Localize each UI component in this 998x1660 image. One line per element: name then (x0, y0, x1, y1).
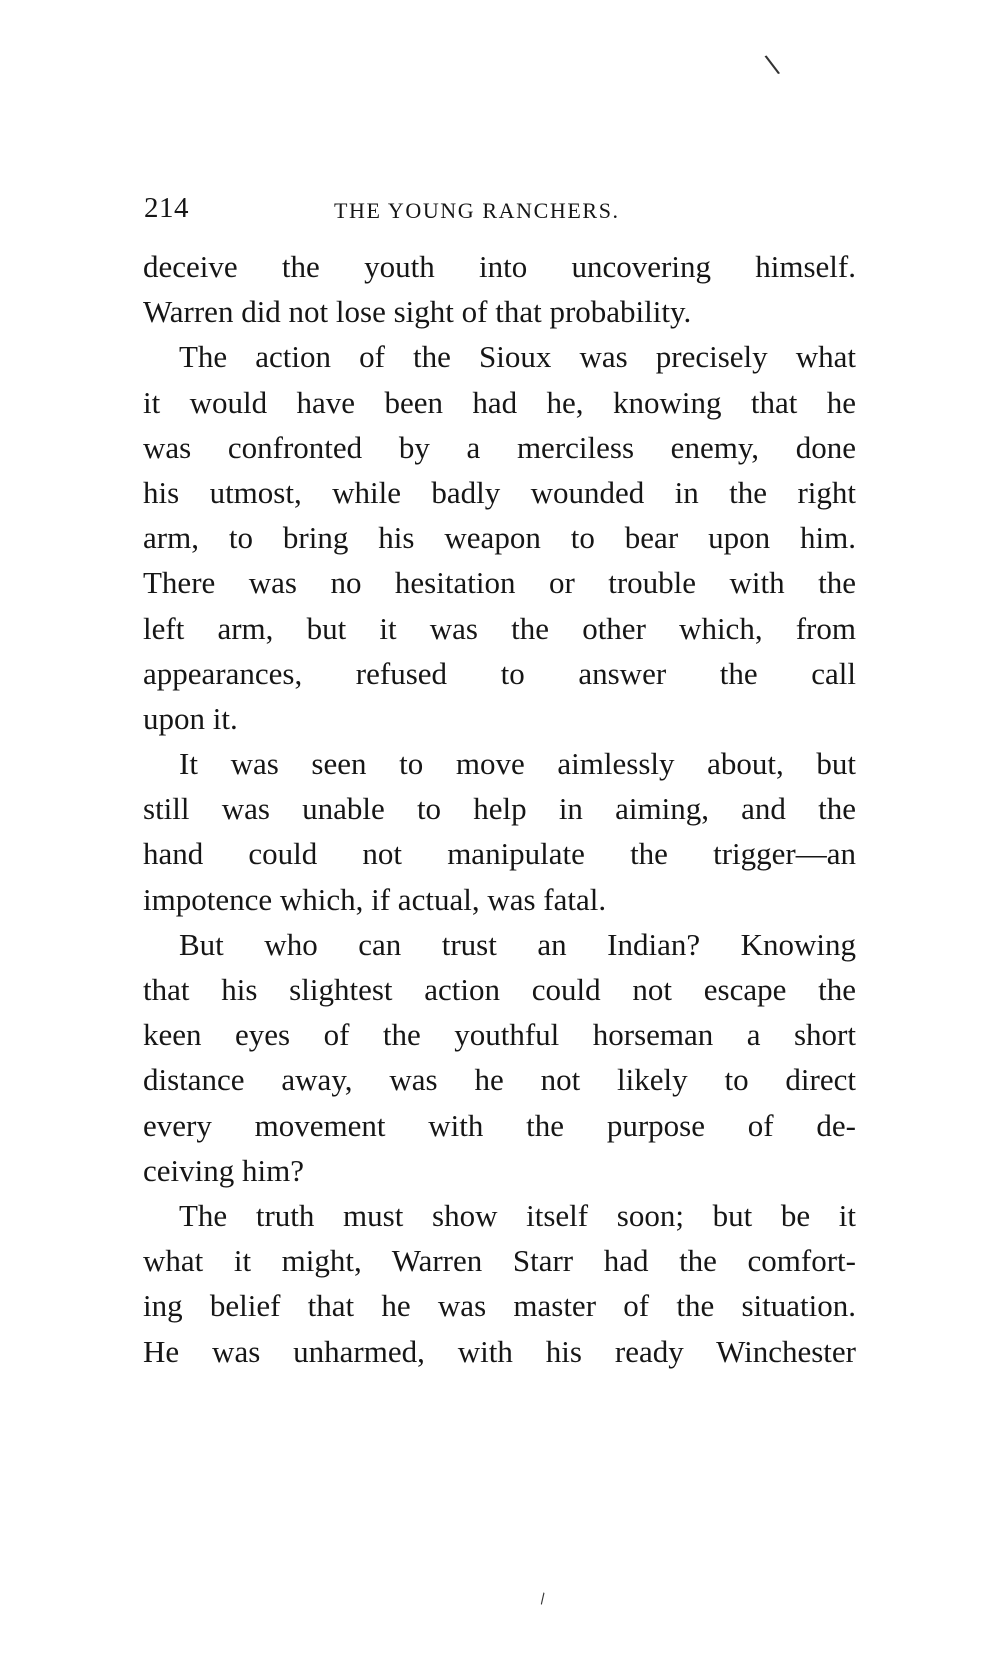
text-line: upon it. (143, 700, 238, 736)
text-line: keen eyes of the youthful horseman a short (143, 1017, 856, 1053)
paragraph-3 (143, 741, 856, 922)
paragraph-2 (143, 334, 856, 741)
text-line: it would have been had he, knowing that he (143, 384, 856, 420)
text-line: ing belief that he was master of the situation. (143, 1288, 856, 1324)
text-line: There was no hesitation or trouble with the (143, 565, 856, 601)
text-line: ceiving him? (143, 1152, 304, 1188)
text-line: his utmost, while badly wounded in the right (143, 474, 856, 510)
text-line: that his slightest action could not escape the (143, 972, 856, 1007)
paragraph-4 (143, 922, 856, 1193)
paragraph-1 (143, 244, 856, 334)
text-line: impotence which, if actual, was fatal. (143, 881, 607, 917)
text-line: It was seen to move aimlessly about, but (179, 746, 856, 782)
page-number: 214 (144, 192, 189, 224)
text-line: arm, to bring his weapon to bear upon him. (143, 520, 856, 556)
text-line: every movement with the purpose of de- (143, 1107, 856, 1143)
text-line: The action of the Sioux was precisely what (179, 339, 856, 375)
text-line: left arm, but it was the other which, from (143, 610, 856, 646)
margin-mark-bottom: \ (536, 1590, 549, 1608)
text-line: deceive the youth into uncovering himself. (143, 249, 856, 284)
margin-mark-top: \ (763, 49, 782, 81)
text-line: was confronted by a merciless enemy, done (143, 429, 856, 465)
page-header (144, 192, 704, 232)
text-line: what it might, Warren Starr had the comfort- (143, 1243, 856, 1279)
body-text (143, 244, 856, 1374)
text-line: But who can trust an Indian? Knowing (179, 926, 856, 962)
running-head: THE YOUNG RANCHERS. (334, 198, 620, 223)
paragraph-5 (143, 1193, 856, 1374)
text-line: hand could not manipulate the trigger—an (143, 836, 856, 872)
text-line: The truth must show itself soon; but be it (179, 1197, 856, 1233)
text-line: Warren did not lose sight of that probability. (143, 294, 692, 330)
text-line: still was unable to help in aiming, and the (143, 791, 856, 827)
text-line: He was unharmed, with his ready Winchester (143, 1333, 856, 1369)
text-line: appearances, refused to answer the call (143, 655, 856, 691)
text-line: distance away, was he not likely to direct (143, 1062, 856, 1098)
